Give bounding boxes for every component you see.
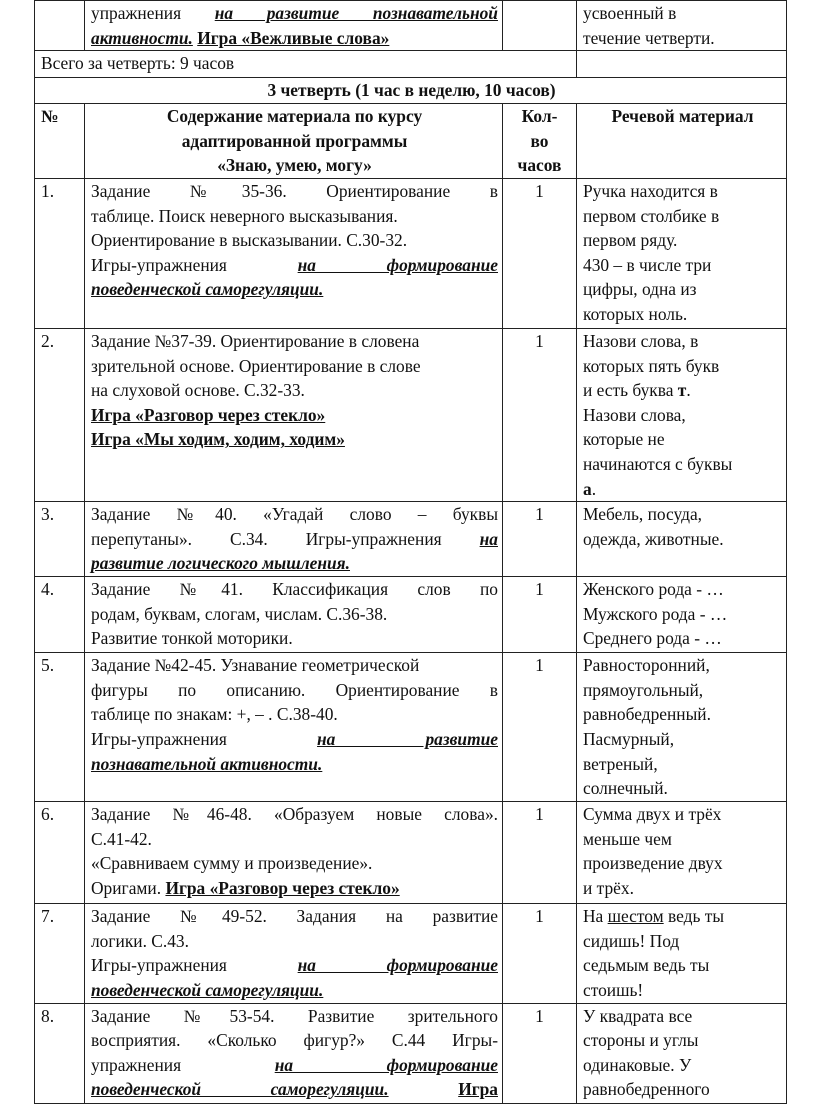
text-fragment: ветреный,	[583, 753, 658, 774]
text-fragment: Среднего рода - …	[583, 628, 722, 649]
row-number: 4.	[35, 577, 85, 653]
speech-cell	[577, 178, 787, 328]
text-fragment: и трёх.	[583, 877, 634, 898]
text-fragment: произведение двух	[583, 853, 723, 874]
hours-cell	[503, 1, 577, 51]
text-fragment: усвоенный в	[583, 3, 677, 23]
total-row	[35, 51, 787, 78]
total-quarter-cell: Всего за четверть: 9 часов	[35, 51, 577, 78]
text-fragment: 430 – в числе три	[583, 254, 712, 275]
hours-value: 1	[503, 1003, 577, 1103]
text-fragment: часов	[517, 155, 562, 176]
row-number: 5.	[35, 653, 85, 802]
text-fragment: Игра «Мы ходим, ходим, ходим»	[91, 429, 345, 450]
row-number: 1.	[35, 178, 85, 328]
text-fragment: поведенческой саморегуляции.	[91, 979, 324, 1000]
text-fragment: «Сравниваем сумму и произведение».	[91, 853, 373, 874]
header-num: №	[35, 104, 85, 179]
text-fragment: Игры-упражнения	[91, 254, 227, 275]
text-fragment: меньше чем	[583, 828, 672, 849]
text-fragment: прямоугольный,	[583, 679, 704, 700]
text-fragment: Задание №37-39. Ориентирование в словена	[91, 330, 420, 351]
speech-cell	[577, 577, 787, 653]
text-fragment: адаптированной программы	[181, 130, 408, 151]
row-number: 2.	[35, 328, 85, 501]
header-hours	[503, 104, 577, 179]
text-fragment: и есть буква	[583, 380, 674, 401]
text-fragment: Оригами.	[91, 877, 162, 898]
section-title: 3 четверть (1 час в неделю, 10 часов)	[35, 78, 787, 104]
hours-value: 1	[503, 178, 577, 328]
text-fragment: на развитие познавательной	[214, 3, 498, 23]
content-cell	[85, 178, 503, 328]
text-fragment: таблице. Поиск неверного высказывания.	[91, 205, 398, 226]
text-fragment: С.41-42.	[91, 828, 152, 849]
header-content	[85, 104, 503, 179]
speech-cell	[577, 1, 787, 51]
curriculum-table	[34, 0, 787, 1104]
letter-a: а	[583, 478, 592, 499]
text-fragment: стороны и углы	[583, 1030, 699, 1051]
text-fragment: Задание №49-52. Задания на развитие	[91, 906, 498, 927]
text-fragment: Ориентирование в высказывании. С.30-32.	[91, 230, 408, 251]
text-fragment: Содержание материала по курсу	[166, 106, 423, 127]
text-fragment: первом столбике в	[583, 205, 720, 226]
text-fragment: седьмым ведь ты	[583, 955, 710, 976]
text-fragment: на	[479, 528, 498, 549]
text-fragment: Кол-	[521, 106, 558, 127]
text-fragment: солнечный.	[583, 778, 668, 799]
text-fragment: которые не	[583, 429, 665, 450]
text-fragment: активности.	[91, 27, 193, 48]
content-cell	[85, 502, 503, 577]
table-row	[35, 178, 787, 328]
text-fragment: На	[583, 906, 604, 927]
text-fragment: «Знаю, умею, могу»	[217, 155, 372, 176]
table-row	[35, 653, 787, 802]
text-fragment: стоишь!	[583, 979, 644, 1000]
text-fragment: одежда, животные.	[583, 528, 724, 549]
text-fragment: Ручка находится в	[583, 180, 718, 201]
speech-cell: Назови слова, в которых пять букв и есть буква т. Назови слова, которые не начинаются с буквы а.	[577, 328, 787, 501]
text-fragment: Игры-упражнения	[91, 955, 227, 976]
table-row	[35, 802, 787, 904]
table-row	[35, 904, 787, 1003]
text-fragment: Задание №41. Классификация слов по	[91, 579, 498, 600]
content-cell	[85, 802, 503, 904]
text-fragment: одинаковые. У	[583, 1054, 692, 1075]
text-fragment: упражнения	[91, 3, 182, 23]
text-fragment: познавательной активности.	[91, 753, 323, 774]
speech-cell	[577, 904, 787, 1003]
document-page	[34, 0, 786, 1104]
text-fragment: Равносторонний,	[583, 655, 710, 676]
text-fragment: течение четверти.	[583, 27, 715, 48]
text-fragment: которых ноль.	[583, 303, 688, 324]
content-cell	[85, 577, 503, 653]
content-cell	[85, 653, 503, 802]
text-fragment: равнобедренного	[583, 1079, 710, 1100]
text-fragment: Пасмурный,	[583, 728, 675, 749]
speech-cell	[577, 502, 787, 577]
text-fragment: Игра «Разговор через стекло»	[165, 877, 400, 898]
content-cell	[85, 328, 503, 501]
text-fragment: на формирование	[297, 955, 498, 976]
text-fragment: Мебель, посуда,	[583, 504, 703, 525]
text-fragment: сидишь! Под	[583, 930, 680, 951]
hours-value: 1	[503, 577, 577, 653]
text-fragment: Сумма двух и трёх	[583, 804, 722, 825]
text-fragment: логики. С.43.	[91, 930, 189, 951]
text-fragment: У квадрата все	[583, 1005, 693, 1026]
text-fragment: развитие логического мышления.	[91, 553, 350, 574]
text-fragment: Задание №53-54. Развитие зрительного	[91, 1005, 498, 1026]
text-fragment: на формирование	[274, 1054, 498, 1075]
text-fragment: Задание №40. «Угадай слово – буквы	[91, 504, 498, 525]
content-cell	[85, 1003, 503, 1103]
hours-value: 1	[503, 802, 577, 904]
text-fragment: Игра	[458, 1079, 498, 1100]
text-fragment: цифры, одна из	[583, 279, 697, 300]
text-fragment: Развитие тонкой моторики.	[91, 628, 293, 649]
hours-value: 1	[503, 904, 577, 1003]
row-number: 7.	[35, 904, 85, 1003]
text-fragment: Игра «Вежливые слова»	[197, 27, 390, 48]
text-fragment: зрительной основе. Ориентирование в слове	[91, 355, 421, 376]
header-speech: Речевой материал	[577, 104, 787, 179]
text-fragment: поведенческой саморегуляции.	[91, 279, 324, 300]
content-cell	[85, 904, 503, 1003]
text-fragment: на формирование	[297, 254, 498, 275]
text-fragment: Игры-упражнения	[91, 728, 227, 749]
row-number: 6.	[35, 802, 85, 904]
letter-t: т	[677, 380, 687, 401]
text-fragment: Задание №42-45. Узнавание геометрической	[91, 655, 420, 676]
header-row	[35, 104, 787, 179]
speech-cell	[577, 653, 787, 802]
text-fragment: которых пять букв	[583, 355, 720, 376]
table-row	[35, 502, 787, 577]
text-fragment: равнобедренный.	[583, 704, 711, 725]
text-fragment: Задание №46-48. «Образуем новые слова».	[91, 804, 498, 825]
text-fragment: восприятия. «Сколько фигур?» С.44 Игры-	[91, 1030, 498, 1051]
text-fragment: на слуховой основе. С.32-33.	[91, 380, 305, 401]
text-fragment: Женского рода - …	[583, 579, 724, 600]
text-fragment: поведенческой саморегуляции.	[91, 1079, 389, 1100]
section-title-row	[35, 78, 787, 104]
text-fragment: первом ряду.	[583, 230, 678, 251]
text-fragment: Назови слова,	[583, 404, 686, 425]
empty-cell	[577, 51, 787, 78]
text-fragment: упражнения	[91, 1054, 182, 1075]
text-fragment: шестом	[607, 906, 664, 927]
hours-value: 1	[503, 328, 577, 501]
text-fragment: ведь ты	[668, 906, 725, 927]
text-fragment: родам, буквам, слогам, числам. С.36-38.	[91, 603, 388, 624]
text-fragment: начинаются с буквы	[583, 453, 733, 474]
row-number: 8.	[35, 1003, 85, 1103]
speech-cell	[577, 802, 787, 904]
text-fragment: Задание №35-36. Ориентирование в	[91, 180, 498, 201]
speech-cell	[577, 1003, 787, 1103]
row-number: 3.	[35, 502, 85, 577]
text-fragment: перепутаны». С.34. Игры-упражнения	[91, 528, 442, 549]
text-fragment: Назови слова, в	[583, 330, 699, 351]
row-number-cell	[35, 1, 85, 51]
table-row	[35, 577, 787, 653]
text-fragment: на развитие	[317, 728, 498, 749]
text-fragment: фигуры по описанию. Ориентирование в	[91, 679, 498, 700]
table-row	[35, 328, 787, 501]
text-fragment: таблице по знакам: +, – . С.38-40.	[91, 704, 338, 725]
text-fragment: во	[530, 130, 549, 151]
content-cell	[85, 1, 503, 51]
hours-value: 1	[503, 653, 577, 802]
table-row	[35, 1, 787, 51]
hours-value: 1	[503, 502, 577, 577]
table-row	[35, 1003, 787, 1103]
text-fragment: Игра «Разговор через стекло»	[91, 404, 326, 425]
text-fragment: Мужского рода - …	[583, 603, 728, 624]
